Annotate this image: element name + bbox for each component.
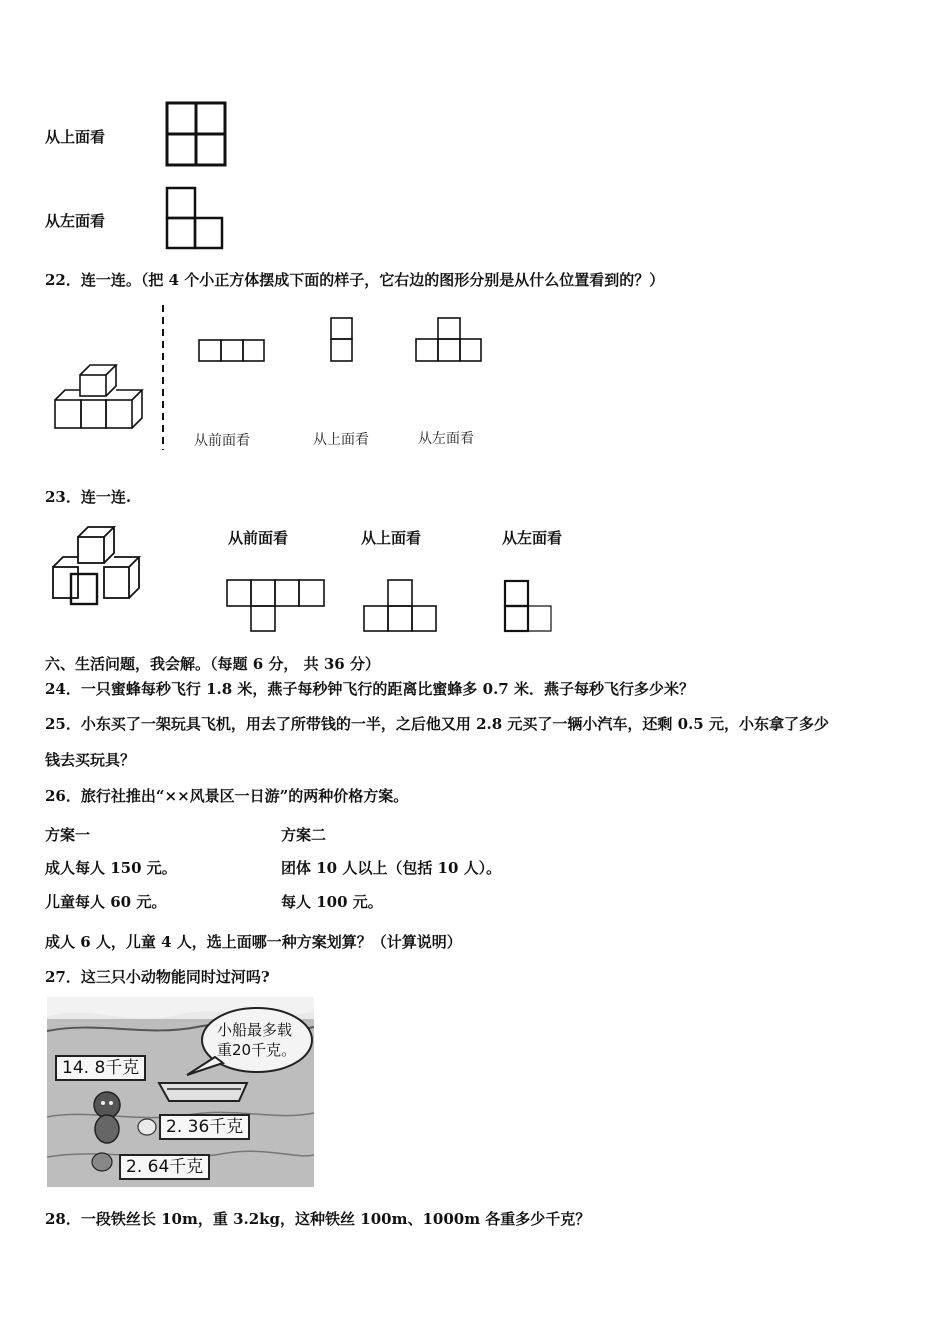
question-26: 26．旅行社推出“××风景区一日游”的两种价格方案。 bbox=[45, 787, 409, 805]
question-27: 27．这三只小动物能同时过河吗? bbox=[45, 968, 270, 986]
q22-shape-t-shape bbox=[414, 316, 484, 364]
plan-2-title: 方案二 bbox=[281, 826, 327, 844]
q23-label-left: 从左面看 bbox=[502, 529, 563, 547]
weight-tag-monkey: 14. 8千克 bbox=[55, 1055, 146, 1081]
q23-label-front: 从前面看 bbox=[228, 529, 289, 547]
top-view-grid-figure bbox=[165, 101, 227, 167]
q22-dashed-divider bbox=[160, 305, 166, 450]
q22-cube-stack-figure bbox=[50, 360, 150, 435]
plan-1-child-price: 儿童每人 60 元。 bbox=[45, 893, 167, 911]
question-23: 23．连一连. bbox=[45, 488, 132, 506]
q23-top-view-shape bbox=[362, 578, 442, 634]
from-top-label: 从上面看 bbox=[45, 128, 106, 146]
q23-left-view-shape bbox=[503, 578, 557, 634]
left-view-figure bbox=[165, 185, 225, 251]
river-crossing-illustration bbox=[47, 997, 314, 1187]
weight-tag-third-animal: 2. 64千克 bbox=[119, 1154, 210, 1180]
section-6-heading: 六、生活问题，我会解。（每题 6 分， 共 36 分） bbox=[45, 655, 380, 673]
q22-shape-three-in-row bbox=[197, 338, 267, 363]
plan-1-adult-price: 成人每人 150 元。 bbox=[45, 859, 177, 877]
q22-shape-two-stacked bbox=[329, 316, 355, 364]
question-26-ask: 成人 6 人，儿童 4 人，选上面哪一种方案划算？（计算说明） bbox=[45, 933, 462, 951]
q23-front-view-shape bbox=[225, 578, 330, 634]
from-left-label: 从左面看 bbox=[45, 212, 106, 230]
question-22: 22．连一连。（把 4 个小正方体摆成下面的样子，它右边的图形分别是从什么位置看到的？） bbox=[45, 271, 665, 289]
q22-label-left: 从左面看 bbox=[418, 431, 474, 447]
speech-bubble-line-1: 小船最多载 bbox=[217, 1021, 293, 1039]
q22-label-front: 从前面看 bbox=[194, 433, 250, 449]
plan-2-group-rule: 团体 10 人以上（包括 10 人）。 bbox=[281, 859, 502, 877]
speech-bubble-line-2: 重20千克。 bbox=[217, 1041, 297, 1059]
plan-1-title: 方案一 bbox=[45, 826, 91, 844]
q23-cube-stack-figure bbox=[48, 525, 148, 610]
question-28: 28．一段铁丝长 10m，重 3.2kg，这种铁丝 100m、1000m 各重多少千克？ bbox=[45, 1210, 591, 1228]
weight-tag-second-animal: 2. 36千克 bbox=[159, 1114, 250, 1140]
question-25-line-1: 25．小东买了一架玩具飞机，用去了所带钱的一半，之后他又用 2.8 元买了一辆小汽车，还剩 0.5 元，小东拿了多少 bbox=[45, 715, 829, 733]
q22-label-top: 从上面看 bbox=[313, 432, 369, 448]
q23-label-top: 从上面看 bbox=[361, 529, 422, 547]
plan-2-price: 每人 100 元。 bbox=[281, 893, 383, 911]
question-25-line-2: 钱去买玩具？ bbox=[45, 751, 136, 769]
question-24: 24．一只蜜蜂每秒飞行 1.8 米，燕子每秒钟飞行的距离比蜜蜂多 0.7 米．燕子每秒飞行多少米？ bbox=[45, 680, 694, 698]
